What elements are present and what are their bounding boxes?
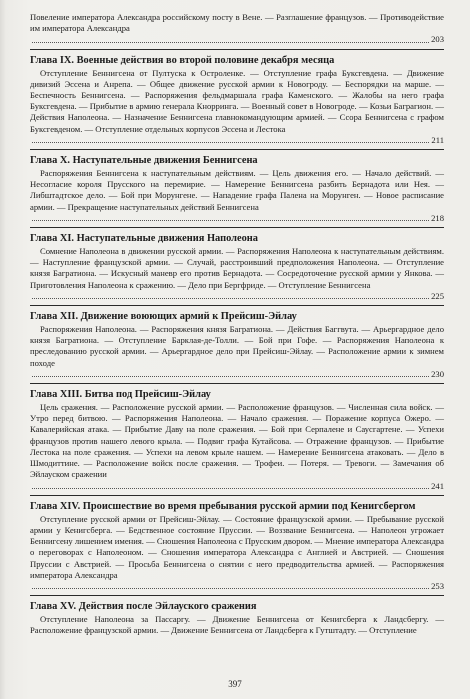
leader-dots	[32, 42, 429, 43]
chapter-page-number: 253	[431, 580, 444, 591]
intro-page-number: 203	[431, 34, 444, 45]
chapter-summary: Распоряжения Беннигсена к наступательным действиям. — Цель движения его. — Начало действий. — Несогласие короля Прусского на перемирие. — Намерение Беннигсена разбить Бернадота или Нея. — Либштадтское дело. — Бой при Морунгене. — Нападение графа Палена на Морунген. — Новое расписание армии. — Прекращение наступательных действий Беннигсена	[30, 168, 444, 212]
chapter-title: Глава XII. Движение воюющих армий к Прейсиш-Эйлау	[30, 311, 297, 323]
chapter-summary: Отступление Беннигсена от Пултуска к Остроленке. — Отступление графа Буксгевдена. — Движение дивизий Эссена и Анрепа. — Общее движение русской армии к Новогроду. — Беспорядки на марше. — Беспечность Беннигсена. — Распоряжения фельдмаршала графа Каменского. — Жалобы на него графа Буксгевдена. — Прибытие в армию генерала Кнорринга. — Военный совет в Новогроде. — Козьи Баграгион. — Действия Наполеона. — Назначение Беннигсена главнокомандующим армией. — Ссора Беннигсена с графом Буксгевденом. — Отступление отдельных корпусов Эссена и Лестока	[30, 67, 444, 134]
chapter-entry-9	[30, 54, 444, 146]
chapter-entry-12	[30, 310, 444, 380]
chapter-title: Глава XV. Действия после Эйлауского сражения	[30, 601, 257, 613]
chapter-entry-13	[30, 388, 444, 492]
leader-dots	[32, 376, 429, 377]
chapter-summary: Распоряжения Наполеона. — Распоряжения князя Багратиона. — Действия Баггвута. — Арьергардное дело князя Багратиона. — Отступление Барклая-де-Толли. — Бой при Гофе. — Распоряжения Наполеона к преследованию русской армии. — Арьергардное дело при Прейсиш-Эйлау. — Расположение армии к зимнем походе	[30, 324, 444, 368]
chapter-summary: Сомнение Наполеона в движении русской армии. — Распоряжения Наполеона к наступательным действиям. — Наступление французской армии. — Случай, расстроивший предположения Наполеона. — Отступление князя Багратиона. — Искусный маневр его против Бернадота. — Сосредоточение русской армии у Янкова. — Приготовления Наполеона к сражению. — Дело при Бергфриде. — Отступление Беннигсена	[30, 246, 444, 290]
divider	[30, 595, 444, 596]
chapter-page-ref	[30, 135, 444, 146]
chapter-page-number: 218	[431, 212, 444, 223]
leader-dots	[32, 488, 429, 489]
chapter-page-ref	[30, 481, 444, 492]
chapter-entry-15	[30, 600, 444, 636]
chapter-entry-10	[30, 154, 444, 224]
leader-dots	[32, 298, 429, 299]
chapter-summary: Отступление Наполеона за Пассаргу. — Движение Беннигсена от Кенигсберга к Ландсбергу. — Расположение французской армии. — Движение Беннигсена от Ландсберга к Гутштадту. — Отступление	[30, 614, 444, 636]
chapter-page-number: 225	[431, 290, 444, 301]
chapter-title: Глава IX. Военные действия во второй половине декабря месяца	[30, 54, 335, 66]
leader-dots	[32, 220, 429, 221]
chapter-summary: Отступление русской армии от Прейсиш-Эйлау. — Состояние французской армии. — Пребывание русской армии у Кенигсберга. — Бедственное состояние Пруссии. — Воззвание Беннигсена. — Наполеон угрожает Беннигсену лишением имения. — Сношения Наполеона с Прусским двором. — Мнение императора Александра о переговорах с Наполеоном. — Сношения императора Александра с Англией и Австрией. — Сношения Пруссии с Австрией. — Просьба Беннигсена о снятии с него предводительства армией. — Распоряжения императора Александра	[30, 513, 444, 580]
chapter-page-ref	[30, 369, 444, 380]
divider	[30, 149, 444, 150]
divider	[30, 227, 444, 228]
chapter-page-number: 211	[431, 134, 444, 145]
intro-text: Повеление императора Александра российскому посту в Вене. — Разглашение французов. — Противодействие им императора Александра	[30, 12, 444, 34]
chapter-entry-11	[30, 232, 444, 302]
page-number: 397	[228, 679, 242, 689]
chapter-summary: Цель сражения. — Расположение русской армии. — Расположение французов. — Численная сила войск. — Утро перед битвою. — Распоряжения Наполеона. — Начало сражения. — Поражение корпуса Ожеро. — Кавалерийская атака. — Прибытие Даву на поле сражения. — Бой при Серпалене и Саусгартене. — Успехи французов против нашего левого крыла. — Подвиг графа Кутайсова. — Отражение французов. — Прибытие Лестока на поле сражения. — Успехи на левом крыле нашем. — Намерение Беннигсена атаковать. — Дело в Шмодиттине. — Расположение войск после сражения. — Трофеи. — Потеря. — Тревоги. — Замечания об Эйлауском сражении	[30, 402, 444, 480]
intro-entry	[30, 12, 444, 46]
chapter-page-number: 230	[431, 368, 444, 379]
intro-page-ref	[30, 34, 444, 45]
chapter-title: Глава XI. Наступательные движения Наполеона	[30, 233, 258, 245]
chapter-title: Глава XIII. Битва под Прейсиш-Эйлау	[30, 389, 211, 401]
chapter-entry-14	[30, 500, 444, 592]
divider	[30, 495, 444, 496]
chapter-title: Глава X. Наступательные движения Беннигсена	[30, 155, 258, 167]
leader-dots	[32, 142, 429, 143]
leader-dots	[32, 588, 429, 589]
chapter-page-ref	[30, 291, 444, 302]
divider	[30, 383, 444, 384]
divider	[30, 305, 444, 306]
divider	[30, 49, 444, 50]
chapter-title: Глава XIV. Происшествие во время пребывания русской армии под Кенигсбергом	[30, 500, 416, 512]
chapter-page-ref	[30, 581, 444, 592]
chapter-page-number: 241	[431, 480, 444, 491]
chapter-page-ref	[30, 213, 444, 224]
